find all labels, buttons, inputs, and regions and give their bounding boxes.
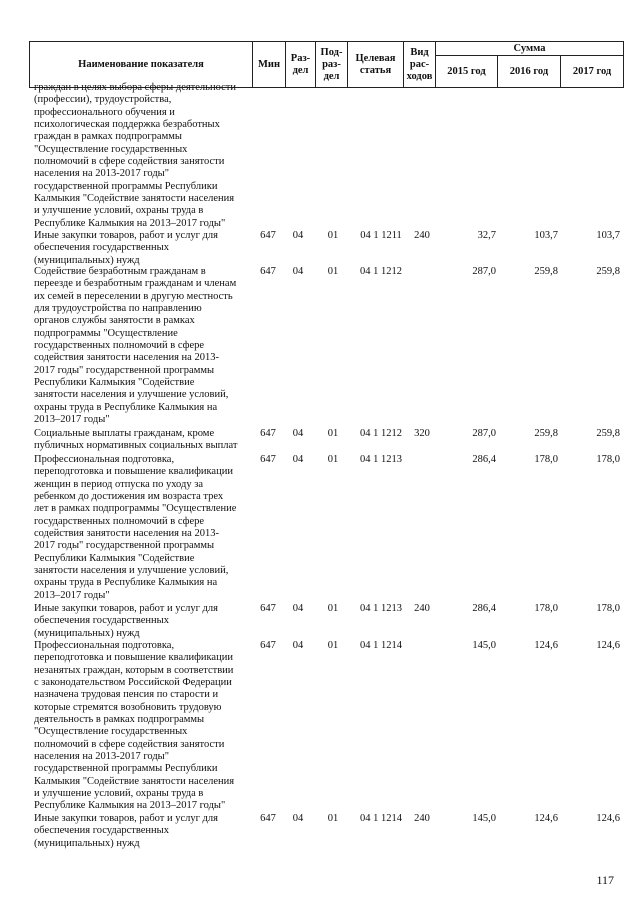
cell-target: 04 1 1214 (360, 813, 402, 824)
header-y2016: 2016 год (498, 56, 561, 88)
cell-y2017: 259,8 (596, 266, 620, 277)
cell-min: 647 (260, 454, 276, 465)
header-podrazdel: Под- раз- дел (316, 42, 348, 88)
cell-razdel: 04 (292, 640, 304, 651)
header-sum: Сумма (436, 42, 624, 56)
cell-podrazdel: 01 (327, 640, 339, 651)
cell-min: 647 (260, 266, 276, 277)
cell-y2017: 124,6 (596, 640, 620, 651)
row-description: Профессиональная подготовка, переподготовка и повышение квалификации незанятых граждан, которым в соответствии с законодательством Российской Федерации назначена трудовая пенсия по старости и которые стремятся возобновить трудовую деятельность в рамках подпрограммы "Осуществление государственных полномочий в сфере содействия занятости населения на 2013-2017 годы" государственной программы Республики Калмыкия "Содействие занятости населения и улучшение условий, охраны труда в Республике Калмыкия на 2013–2017 годы" (34, 640, 235, 812)
cell-podrazdel: 01 (327, 266, 339, 277)
cell-y2016: 259,8 (534, 266, 558, 277)
cell-vid: 240 (414, 230, 430, 241)
cell-min: 647 (260, 603, 276, 614)
cell-podrazdel: 01 (327, 813, 339, 824)
header-y2015: 2015 год (436, 56, 498, 88)
table-header (29, 41, 624, 88)
cell-y2017: 178,0 (596, 603, 620, 614)
cell-y2015: 145,0 (472, 640, 496, 651)
cell-target: 04 1 1211 (360, 230, 402, 241)
cell-y2016: 178,0 (534, 603, 558, 614)
cell-y2017: 103,7 (596, 230, 620, 241)
cell-min: 647 (260, 813, 276, 824)
cell-y2016: 124,6 (534, 813, 558, 824)
row-description: Иные закупки товаров, работ и услуг для обеспечения государственных (муниципальных) нужд (34, 603, 218, 639)
cell-y2016: 178,0 (534, 454, 558, 465)
page-number: 117 (596, 873, 614, 887)
cell-target: 04 1 1213 (360, 454, 402, 465)
row-description: Социальные выплаты гражданам, кроме публичных нормативных социальных выплат (34, 428, 238, 452)
cell-y2016: 124,6 (534, 640, 558, 651)
cell-podrazdel: 01 (327, 603, 339, 614)
cell-y2015: 286,4 (472, 454, 496, 465)
cell-min: 647 (260, 230, 276, 241)
cell-min: 647 (260, 640, 276, 651)
cell-y2017: 124,6 (596, 813, 620, 824)
row-description: Профессиональная подготовка, переподготовка и повышение квалификации женщин в период отпуска по уходу за ребенком до достижения им возраста трех лет в рамках подпрограммы "Осуществление государственных полномочий в сфере содействия занятости населения на 2013- 2017 годы" государственной программы Республики Калмыкия "Содействие занятости населения и улучшение условий, охраны труда в Республике Калмыкия на 2013–2017 годы" (34, 454, 237, 601)
cell-y2015: 287,0 (472, 428, 496, 439)
row-description: Содействие безработным гражданам в переезде и безработным гражданам и членам их семей в переселении в другую местность для трудоустройства по направлению органов службы занятости в рамках подпрограммы "Осуществление государственных полномочий в сфере содействия занятости населения на 2013- 2017 годы" государственной программы Республики Калмыкия "Содействие занятости населения и улучшение условий, охраны труда в Республике Калмыкия на 2013–2017 годы" (34, 266, 237, 426)
row-description: Иные закупки товаров, работ и услуг для обеспечения государственных (муниципальных) нужд (34, 230, 218, 266)
row-description: граждан в целях выбора сферы деятельности (профессии), трудоустройства, профессионального обучения и психологическая поддержка безработных граждан в рамках подпрограммы "Осуществление государственных полномочий в сфере содействия занятости населения на 2013-2017 годы" государственной программы Республики Калмыкия "Содействие занятости населения и улучшение условий, охраны труда в Республике Калмыкия на 2013–2017 годы" (34, 82, 236, 229)
cell-target: 04 1 1212 (360, 266, 402, 277)
cell-y2015: 287,0 (472, 266, 496, 277)
cell-y2016: 259,8 (534, 428, 558, 439)
cell-y2015: 32,7 (477, 230, 496, 241)
cell-y2017: 178,0 (596, 454, 620, 465)
cell-razdel: 04 (292, 813, 304, 824)
cell-podrazdel: 01 (327, 454, 339, 465)
cell-y2015: 286,4 (472, 603, 496, 614)
cell-target: 04 1 1213 (360, 603, 402, 614)
cell-y2015: 145,0 (472, 813, 496, 824)
cell-vid: 320 (414, 428, 430, 439)
cell-razdel: 04 (292, 428, 304, 439)
header-y2017: 2017 год (561, 56, 624, 88)
row-description: Иные закупки товаров, работ и услуг для обеспечения государственных (муниципальных) нужд (34, 813, 218, 849)
cell-target: 04 1 1214 (360, 640, 402, 651)
cell-y2016: 103,7 (534, 230, 558, 241)
cell-vid: 240 (414, 813, 430, 824)
cell-target: 04 1 1212 (360, 428, 402, 439)
cell-razdel: 04 (292, 454, 304, 465)
cell-podrazdel: 01 (327, 428, 339, 439)
header-indicator: Наименование показателя (30, 42, 253, 88)
cell-podrazdel: 01 (327, 230, 339, 241)
header-min: Мин (253, 42, 286, 88)
cell-vid: 240 (414, 603, 430, 614)
cell-razdel: 04 (292, 266, 304, 277)
cell-y2017: 259,8 (596, 428, 620, 439)
header-vid: Вид рас- ходов (404, 42, 436, 88)
cell-razdel: 04 (292, 603, 304, 614)
header-razdel: Раз- дел (286, 42, 316, 88)
cell-razdel: 04 (292, 230, 304, 241)
header-target: Целевая статья (348, 42, 404, 88)
cell-min: 647 (260, 428, 276, 439)
